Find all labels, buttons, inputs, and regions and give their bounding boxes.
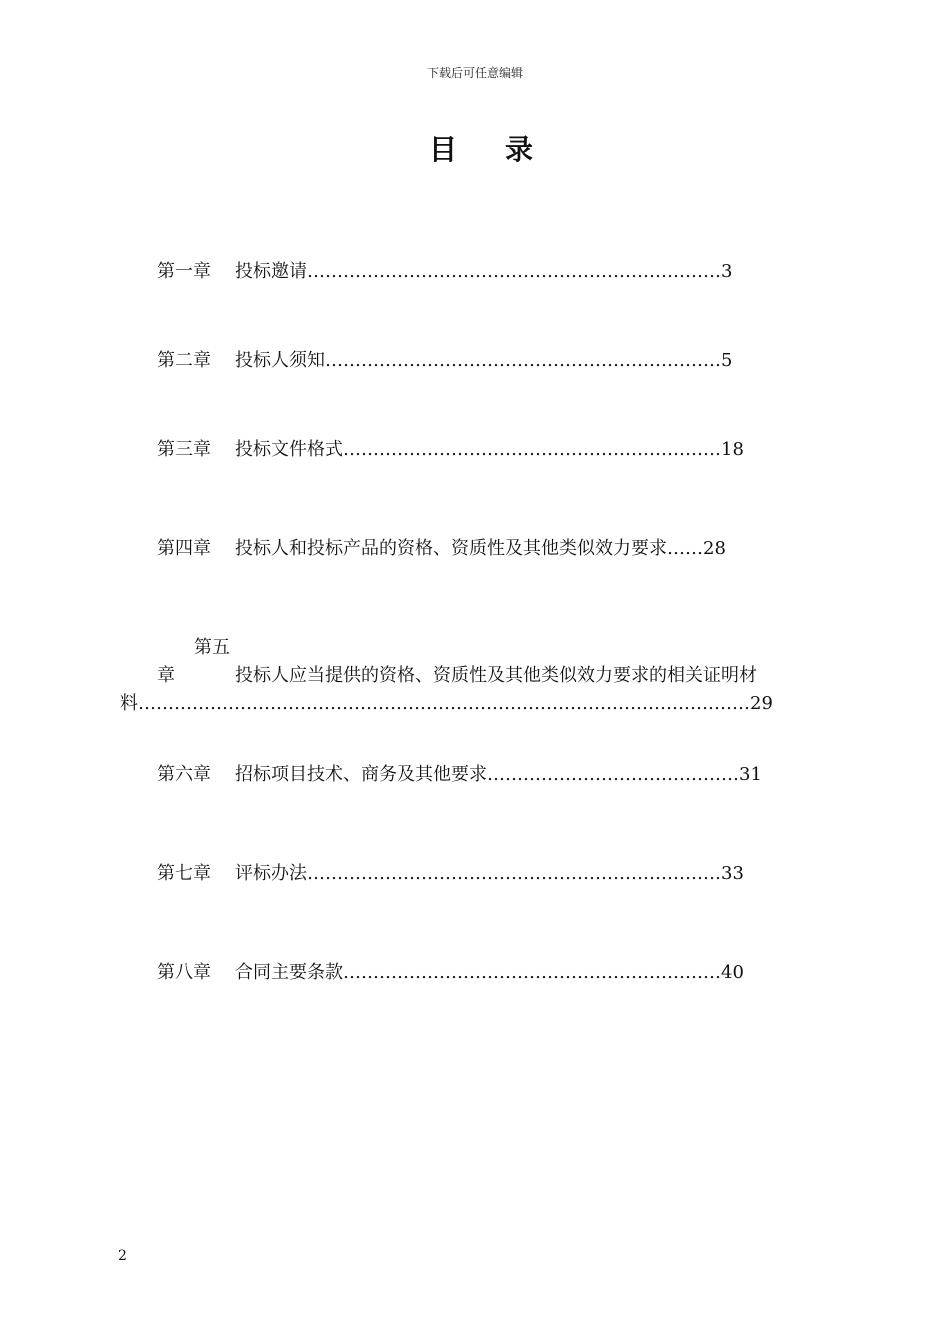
toc-chapter-title: 投标邀请 <box>235 261 307 282</box>
toc-leader-dots: …………………………………… <box>487 764 739 785</box>
toc-entry[interactable] <box>157 436 744 464</box>
toc-entry[interactable] <box>157 761 762 789</box>
toc-entry[interactable] <box>120 634 840 718</box>
toc-chapter-number: 第四章 <box>157 538 211 559</box>
toc-leader-dots: …………………………………………………………… <box>307 261 721 282</box>
toc-chapter-number: 第五章 <box>157 637 230 686</box>
toc-chapter-title: 投标文件格式 <box>235 439 343 460</box>
toc-chapter-number: 第八章 <box>157 962 211 983</box>
toc-chapter-title: 投标人和投标产品的资格、资质性及其他类似效力要求 <box>235 538 667 559</box>
toc-chapter-number: 第一章 <box>157 261 211 282</box>
toc-page-number: 18 <box>721 439 744 460</box>
toc-page-number: 5 <box>721 350 733 371</box>
header-note: 下载后可任意编辑 <box>426 66 523 80</box>
toc-chapter-title: 合同主要条款 <box>235 962 343 983</box>
toc-page-number: 28 <box>703 538 726 559</box>
toc-page-number: 3 <box>721 261 733 282</box>
toc-entry[interactable] <box>157 860 744 888</box>
toc-page-number: 29 <box>750 693 773 714</box>
toc-entry[interactable] <box>157 959 744 987</box>
toc-page-number: 33 <box>721 863 744 884</box>
page-number: 2 <box>118 1248 127 1264</box>
toc-entry[interactable] <box>157 347 732 375</box>
toc-leader-dots: …………………………………………………………… <box>307 863 721 884</box>
toc-page-number: 31 <box>739 764 762 785</box>
toc-leader-dots: ……………………………………………………… <box>343 962 721 983</box>
toc-entry[interactable] <box>157 258 732 286</box>
toc-leader-dots: ………………………………………………………… <box>325 350 721 371</box>
toc-chapter-title: 招标项目技术、商务及其他要求 <box>235 764 487 785</box>
toc-chapter-number: 第三章 <box>157 439 211 460</box>
toc-chapter-title: 投标人须知 <box>235 350 325 371</box>
toc-entry[interactable] <box>157 535 726 563</box>
toc-chapter-number: 第二章 <box>157 350 211 371</box>
toc-chapter-title: 评标办法 <box>235 863 307 884</box>
toc-page-number: 40 <box>721 962 744 983</box>
toc-leader-dots: ………………………………………………………………………………………… <box>138 693 750 714</box>
toc-chapter-number: 第七章 <box>157 863 211 884</box>
toc-title: 目录 <box>428 133 581 166</box>
toc-chapter-title: 投标人应当提供的资格、资质性及其他类似效力要求的相关证明材料 <box>120 665 757 714</box>
toc-leader-dots: …… <box>667 538 703 559</box>
toc-leader-dots: ……………………………………………………… <box>343 439 721 460</box>
toc-chapter-number: 第六章 <box>157 764 211 785</box>
